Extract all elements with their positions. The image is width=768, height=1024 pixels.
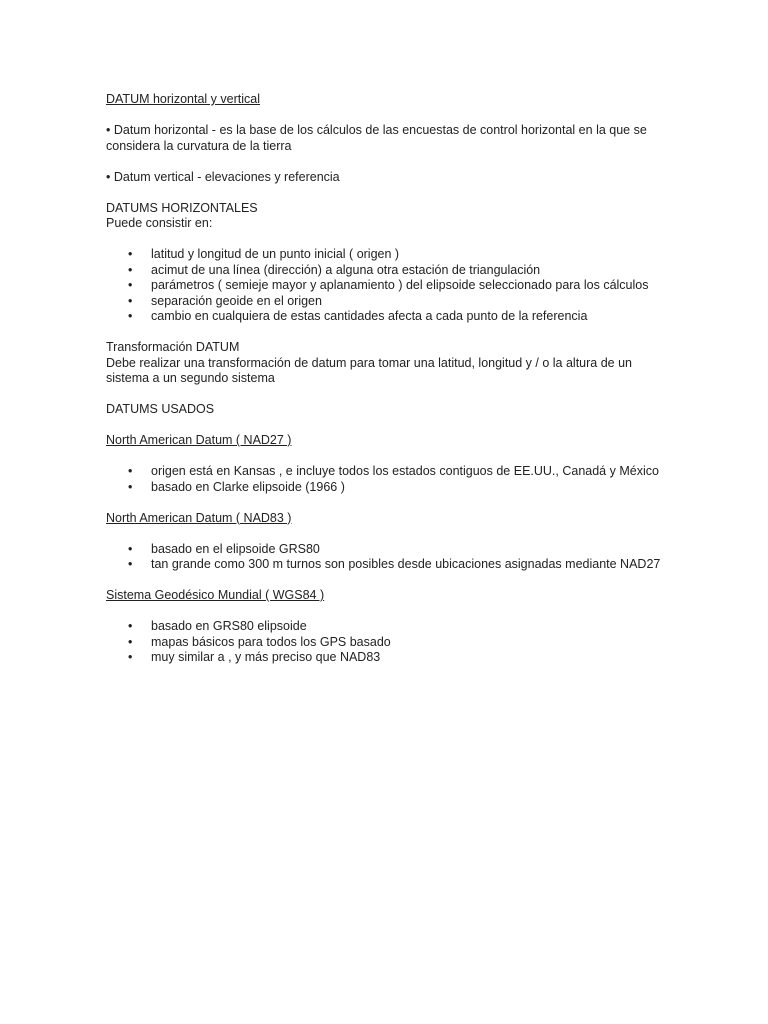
wgs84-heading: Sistema Geodésico Mundial ( WGS84 )	[106, 588, 325, 602]
spacer	[106, 418, 666, 434]
list-item: • basado en el elipsoide GRS80	[106, 542, 666, 558]
spacer	[106, 108, 666, 124]
list-item: • cambio en cualquiera de estas cantidades afecta a cada punto de la referencia	[106, 309, 666, 325]
spacer	[106, 185, 666, 201]
datum-vertical-paragraph: • Datum vertical - elevaciones y referencia	[106, 169, 340, 184]
transformacion-text: Debe realizar una transformación de datum para tomar una latitud, longitud y / o la altura de un sistema a un segundo sistema	[106, 355, 633, 385]
spacer	[106, 154, 666, 170]
horizontales-lead: Puede consistir en:	[106, 216, 213, 230]
spacer	[106, 526, 666, 542]
nad83-list	[106, 542, 666, 573]
list-item: • acimut de una línea (dirección) a alguna otra estación de triangulación	[106, 263, 666, 279]
spacer	[106, 604, 666, 620]
horizontales-heading: DATUMS HORIZONTALES	[106, 200, 258, 215]
list-item: • origen está en Kansas , e incluye todos los estados contiguos de EE.UU., Canadá y México	[106, 464, 666, 480]
spacer	[106, 495, 666, 511]
list-item: • parámetros ( semieje mayor y aplanamiento ) del elipsoide seleccionado para los cálculos	[106, 278, 666, 294]
nad27-heading: North American Datum ( NAD27 )	[106, 433, 292, 447]
usados-heading: DATUMS USADOS	[106, 402, 215, 416]
horizontales-list	[106, 247, 666, 325]
list-item: • latitud y longitud de un punto inicial ( origen )	[106, 247, 666, 263]
spacer	[106, 387, 666, 403]
list-item: • separación geoide en el origen	[106, 294, 666, 310]
wgs84-list	[106, 619, 666, 666]
spacer	[106, 325, 666, 341]
nad27-list	[106, 464, 666, 495]
document-page	[106, 92, 666, 666]
spacer	[106, 573, 666, 589]
list-item: • basado en GRS80 elipsoide	[106, 619, 666, 635]
list-item: • tan grande como 300 m turnos son posibles desde ubicaciones asignadas mediante NAD27	[106, 557, 666, 573]
list-item: • mapas básicos para todos los GPS basado	[106, 635, 666, 651]
document-title: DATUM horizontal y vertical	[106, 92, 260, 106]
spacer	[106, 232, 666, 248]
list-item: • muy similar a , y más preciso que NAD83	[106, 650, 666, 666]
datum-horizontal-paragraph: • Datum horizontal - es la base de los cálculos de las encuestas de control horizontal en la que se considera la curvatura de la tierra	[106, 123, 647, 153]
list-item: • basado en Clarke elipsoide (1966 )	[106, 480, 666, 496]
nad83-heading: North American Datum ( NAD83 )	[106, 510, 292, 525]
transformacion-heading: Transformación DATUM	[106, 340, 240, 354]
spacer	[106, 449, 666, 465]
